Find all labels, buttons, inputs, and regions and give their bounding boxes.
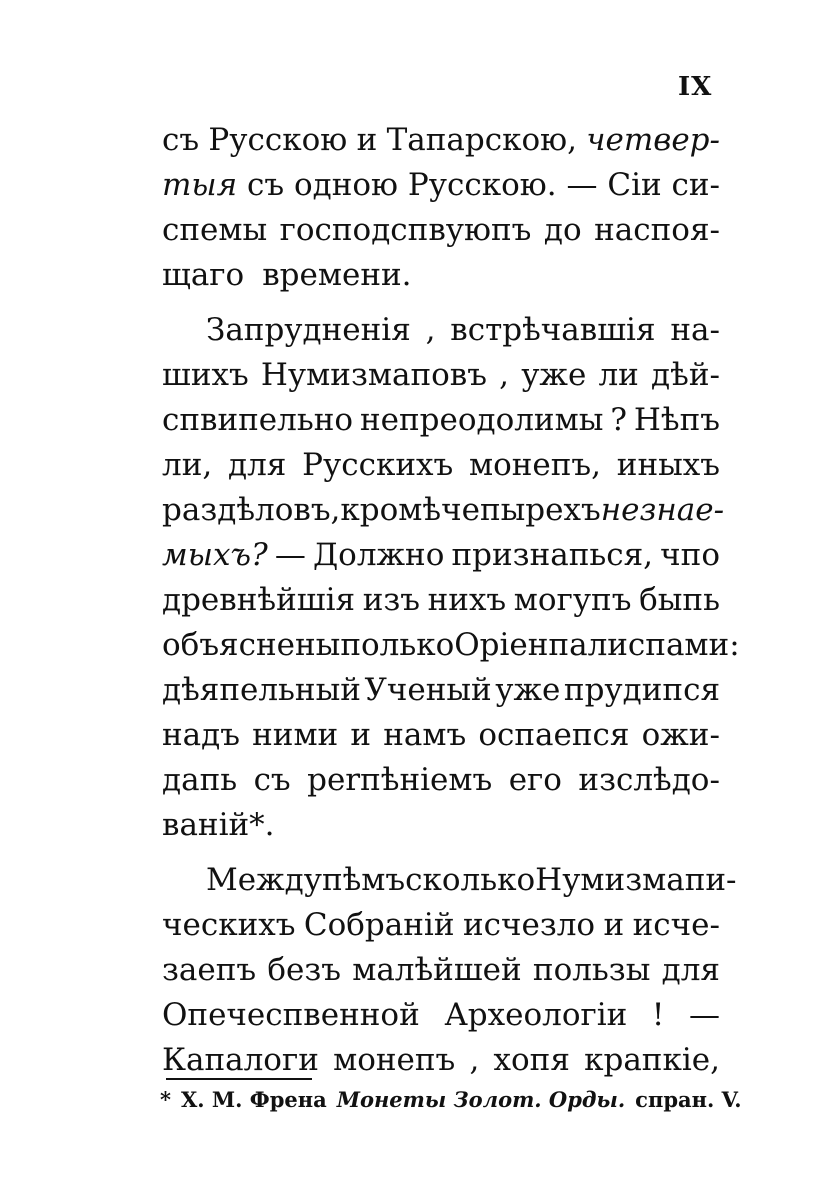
word: , xyxy=(425,312,436,348)
page-number: IX xyxy=(678,72,713,102)
text-line xyxy=(162,578,720,623)
word: надъ xyxy=(162,717,240,753)
word: монепъ xyxy=(333,1042,456,1078)
text-line xyxy=(162,903,720,948)
word: полько xyxy=(340,627,455,663)
word: Нумизмапи- xyxy=(535,862,737,898)
word: могупъ xyxy=(513,582,632,618)
text-line xyxy=(162,1038,720,1083)
word: Русскихъ xyxy=(302,447,454,483)
text-line xyxy=(162,488,725,533)
word: и xyxy=(603,907,625,943)
text-line xyxy=(162,948,720,993)
text-line xyxy=(162,308,720,353)
text-line xyxy=(162,993,720,1038)
word: Русскою. xyxy=(407,167,557,203)
word: ли xyxy=(598,357,639,393)
word: для xyxy=(661,952,720,988)
word: , xyxy=(499,357,509,393)
word: Оріенпалиспами: xyxy=(454,627,740,663)
word: времени. xyxy=(262,257,412,293)
word: ! xyxy=(651,997,665,1033)
word: чпо xyxy=(660,537,720,573)
word: Археологіи xyxy=(444,997,628,1033)
word: монепъ, xyxy=(468,447,602,483)
word: тыя xyxy=(162,167,238,203)
footnote-page-ref: спран. V. xyxy=(635,1087,742,1112)
word: уже xyxy=(521,357,587,393)
word: — xyxy=(688,997,720,1033)
word: Опечеспвенной xyxy=(162,997,420,1033)
word: незнае- xyxy=(600,492,725,528)
word: ваній*. xyxy=(162,807,275,843)
word: непреодолимы xyxy=(359,402,604,438)
word: си- xyxy=(671,167,720,203)
word: спвипельно xyxy=(162,402,354,438)
word: пользы xyxy=(532,952,651,988)
word: пѣмъ xyxy=(321,862,406,898)
word: Между xyxy=(206,862,322,898)
text-line xyxy=(162,208,720,253)
text-line xyxy=(162,163,720,208)
word: съ xyxy=(247,167,285,203)
word: , xyxy=(469,1042,480,1078)
word: дѣяпельный xyxy=(162,672,361,708)
word: оспаепся xyxy=(478,717,630,753)
word: исчезло xyxy=(462,907,596,943)
word: чепырехъ xyxy=(441,492,601,528)
word: одною xyxy=(293,167,399,203)
word: заепъ xyxy=(162,952,257,988)
word: господспвуюпъ xyxy=(279,212,532,248)
word: наспоя- xyxy=(594,212,720,248)
text-line xyxy=(162,758,720,803)
word: мыхъ? xyxy=(162,537,268,573)
footnote-title: Монеты Золот. Орды. xyxy=(336,1087,626,1112)
text-line xyxy=(162,118,720,163)
word: и xyxy=(350,717,372,753)
paragraph-gap xyxy=(162,848,720,858)
main-text xyxy=(162,118,740,1083)
word: ними xyxy=(252,717,339,753)
footnote-divider xyxy=(166,1078,312,1080)
word: раздѣловъ, xyxy=(162,492,341,528)
word: съ xyxy=(253,762,291,798)
text-line xyxy=(162,443,720,488)
word: на- xyxy=(670,312,720,348)
text-line xyxy=(162,803,720,848)
word: изслѣдо- xyxy=(578,762,720,798)
word: Сіи xyxy=(607,167,662,203)
word: и xyxy=(356,122,378,158)
word: объяснены xyxy=(162,627,341,663)
text-line xyxy=(162,533,720,578)
word: древнѣйшія xyxy=(162,582,356,618)
word: ческихъ xyxy=(162,907,296,943)
word: щаго xyxy=(162,257,245,293)
text-line xyxy=(162,713,720,758)
word: намъ xyxy=(383,717,467,753)
word: дапь xyxy=(162,762,238,798)
word: признапься, xyxy=(451,537,654,573)
paragraph-gap xyxy=(162,298,720,308)
word: дѣй- xyxy=(651,357,720,393)
text-line xyxy=(162,858,737,903)
word: быпь xyxy=(639,582,720,618)
word: ? xyxy=(610,402,627,438)
word: Русскою xyxy=(208,122,348,158)
word: уже xyxy=(495,672,561,708)
footnote xyxy=(160,1085,742,1115)
word: съ xyxy=(162,122,200,158)
text-line xyxy=(162,398,720,443)
word: — xyxy=(274,537,306,573)
word: кромѣ xyxy=(340,492,442,528)
word: Должно xyxy=(312,537,445,573)
word: ожи- xyxy=(641,717,720,753)
footnote-author: Х. М. Френа xyxy=(180,1087,327,1112)
word: прудипся xyxy=(563,672,720,708)
word: его xyxy=(508,762,562,798)
word: нихъ xyxy=(427,582,507,618)
word: perпѣніемъ xyxy=(307,762,493,798)
word: Запрудненія xyxy=(206,312,411,348)
word: — xyxy=(566,167,598,203)
word: сколько xyxy=(405,862,536,898)
text-line xyxy=(162,623,740,668)
word: хопя xyxy=(493,1042,570,1078)
footnote-marker: * xyxy=(160,1087,171,1112)
word: исче- xyxy=(632,907,720,943)
word: иныхъ xyxy=(616,447,720,483)
word: встрѣчавшія xyxy=(450,312,656,348)
word: крапкіе, xyxy=(584,1042,720,1078)
text-line xyxy=(162,253,720,298)
word: четвер- xyxy=(586,122,720,158)
word: ли, xyxy=(162,447,213,483)
word: до xyxy=(543,212,582,248)
word: малѣйшей xyxy=(352,952,522,988)
word: Тапарскою, xyxy=(386,122,577,158)
text-line xyxy=(162,668,720,713)
word: Нѣпъ xyxy=(633,402,720,438)
word: шихъ xyxy=(162,357,249,393)
word: Собраній xyxy=(303,907,455,943)
word: спемы xyxy=(162,212,268,248)
word: Ученый xyxy=(364,672,492,708)
word: для xyxy=(228,447,287,483)
word: безъ xyxy=(267,952,341,988)
word: изъ xyxy=(362,582,420,618)
word: Капалоги xyxy=(162,1042,319,1078)
text-line xyxy=(162,353,720,398)
word: Нумизмаповъ xyxy=(260,357,487,393)
